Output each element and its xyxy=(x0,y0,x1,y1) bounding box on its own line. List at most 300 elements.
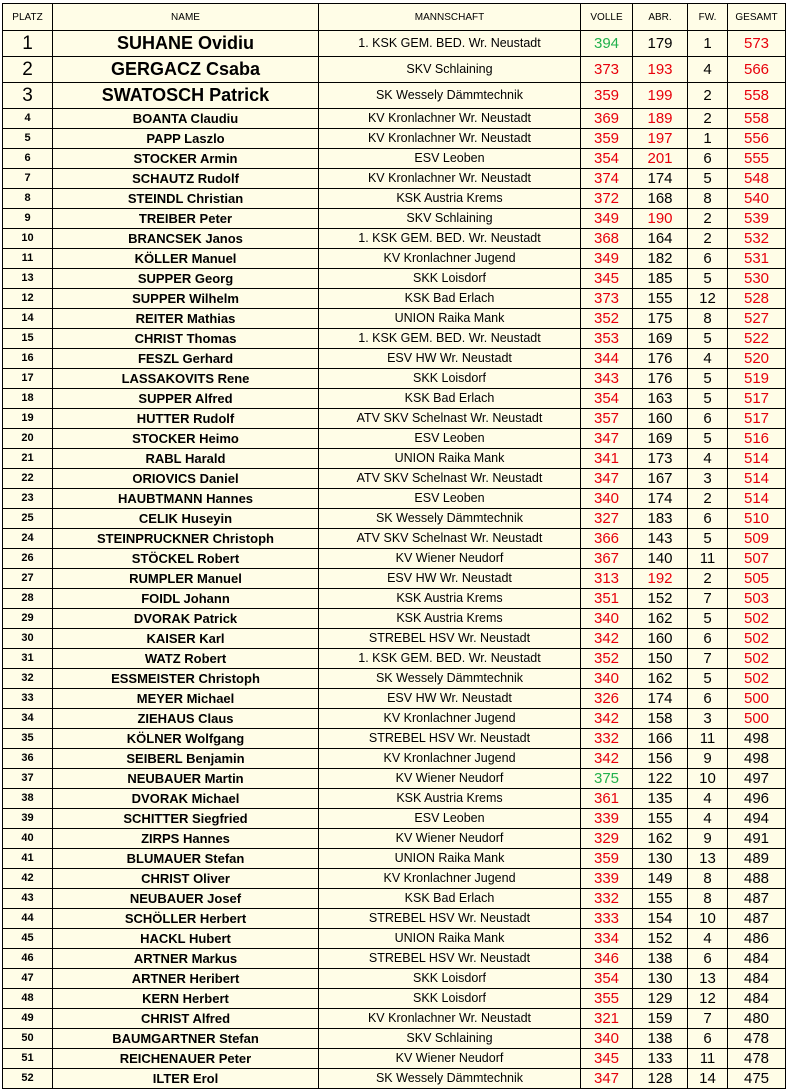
cell-mannschaft: SKV Schlaining xyxy=(319,209,581,229)
cell-name: REITER Mathias xyxy=(53,309,319,329)
cell-platz: 24 xyxy=(3,529,53,549)
cell-abr: 164 xyxy=(633,229,688,249)
cell-mannschaft: ESV Leoben xyxy=(319,429,581,449)
cell-abr: 168 xyxy=(633,189,688,209)
table-row xyxy=(3,849,786,869)
header-fw: FW. xyxy=(688,4,728,31)
cell-fw: 6 xyxy=(688,1029,728,1049)
table-row xyxy=(3,83,786,109)
cell-mannschaft: KV Wiener Neudorf xyxy=(319,829,581,849)
cell-fw: 11 xyxy=(688,729,728,749)
cell-abr: 154 xyxy=(633,909,688,929)
table-row xyxy=(3,1029,786,1049)
cell-platz: 29 xyxy=(3,609,53,629)
cell-mannschaft: ATV SKV Schelnast Wr. Neustadt xyxy=(319,529,581,549)
cell-abr: 122 xyxy=(633,769,688,789)
cell-name: ARTNER Markus xyxy=(53,949,319,969)
cell-platz: 38 xyxy=(3,789,53,809)
cell-mannschaft: SK Wessely Dämmtechnik xyxy=(319,669,581,689)
cell-mannschaft: KV Kronlachner Wr. Neustadt xyxy=(319,109,581,129)
header-gesamt: GESAMT xyxy=(728,4,786,31)
cell-volle: 347 xyxy=(581,1069,633,1089)
cell-fw: 2 xyxy=(688,209,728,229)
cell-volle: 368 xyxy=(581,229,633,249)
cell-platz: 14 xyxy=(3,309,53,329)
cell-volle: 332 xyxy=(581,729,633,749)
cell-gesamt: 487 xyxy=(728,889,786,909)
table-row xyxy=(3,689,786,709)
cell-abr: 163 xyxy=(633,389,688,409)
cell-abr: 158 xyxy=(633,709,688,729)
cell-gesamt: 573 xyxy=(728,31,786,57)
cell-mannschaft: SKK Loisdorf xyxy=(319,369,581,389)
cell-fw: 6 xyxy=(688,949,728,969)
cell-fw: 5 xyxy=(688,669,728,689)
cell-fw: 5 xyxy=(688,329,728,349)
cell-fw: 5 xyxy=(688,169,728,189)
cell-gesamt: 488 xyxy=(728,869,786,889)
cell-mannschaft: STREBEL HSV Wr. Neustadt xyxy=(319,629,581,649)
cell-abr: 190 xyxy=(633,209,688,229)
cell-volle: 345 xyxy=(581,1049,633,1069)
cell-volle: 394 xyxy=(581,31,633,57)
cell-name: KAISER Karl xyxy=(53,629,319,649)
header-platz: PLATZ xyxy=(3,4,53,31)
cell-volle: 313 xyxy=(581,569,633,589)
cell-platz: 37 xyxy=(3,769,53,789)
cell-volle: 375 xyxy=(581,769,633,789)
cell-mannschaft: KSK Austria Krems xyxy=(319,609,581,629)
cell-volle: 332 xyxy=(581,889,633,909)
cell-name: ARTNER Heribert xyxy=(53,969,319,989)
cell-fw: 11 xyxy=(688,549,728,569)
cell-platz: 22 xyxy=(3,469,53,489)
cell-gesamt: 478 xyxy=(728,1049,786,1069)
cell-platz: 10 xyxy=(3,229,53,249)
cell-name: CHRIST Thomas xyxy=(53,329,319,349)
cell-mannschaft: UNION Raika Mank xyxy=(319,849,581,869)
cell-name: SCHÖLLER Herbert xyxy=(53,909,319,929)
cell-volle: 366 xyxy=(581,529,633,549)
cell-abr: 138 xyxy=(633,949,688,969)
cell-fw: 4 xyxy=(688,449,728,469)
cell-fw: 8 xyxy=(688,869,728,889)
cell-fw: 6 xyxy=(688,689,728,709)
cell-mannschaft: KV Kronlachner Jugend xyxy=(319,749,581,769)
cell-fw: 6 xyxy=(688,409,728,429)
cell-mannschaft: KSK Austria Krems xyxy=(319,189,581,209)
cell-platz: 13 xyxy=(3,269,53,289)
cell-fw: 4 xyxy=(688,789,728,809)
cell-gesamt: 496 xyxy=(728,789,786,809)
table-row xyxy=(3,189,786,209)
cell-gesamt: 514 xyxy=(728,469,786,489)
cell-abr: 176 xyxy=(633,369,688,389)
table-row xyxy=(3,109,786,129)
cell-gesamt: 522 xyxy=(728,329,786,349)
cell-gesamt: 510 xyxy=(728,509,786,529)
results-table xyxy=(2,3,786,1089)
cell-mannschaft: KSK Bad Erlach xyxy=(319,389,581,409)
cell-abr: 169 xyxy=(633,429,688,449)
cell-volle: 342 xyxy=(581,629,633,649)
cell-fw: 8 xyxy=(688,189,728,209)
cell-platz: 20 xyxy=(3,429,53,449)
cell-gesamt: 539 xyxy=(728,209,786,229)
cell-name: NEUBAUER Martin xyxy=(53,769,319,789)
cell-abr: 166 xyxy=(633,729,688,749)
cell-platz: 39 xyxy=(3,809,53,829)
cell-fw: 2 xyxy=(688,229,728,249)
cell-fw: 4 xyxy=(688,809,728,829)
cell-platz: 23 xyxy=(3,489,53,509)
cell-platz: 5 xyxy=(3,129,53,149)
table-row xyxy=(3,989,786,1009)
cell-fw: 11 xyxy=(688,1049,728,1069)
table-row xyxy=(3,769,786,789)
table-row xyxy=(3,249,786,269)
cell-platz: 8 xyxy=(3,189,53,209)
cell-name: STOCKER Heimo xyxy=(53,429,319,449)
cell-name: SCHITTER Siegfried xyxy=(53,809,319,829)
cell-platz: 19 xyxy=(3,409,53,429)
cell-gesamt: 548 xyxy=(728,169,786,189)
cell-platz: 43 xyxy=(3,889,53,909)
cell-name: ZIEHAUS Claus xyxy=(53,709,319,729)
table-row xyxy=(3,149,786,169)
cell-platz: 33 xyxy=(3,689,53,709)
cell-mannschaft: KSK Austria Krems xyxy=(319,589,581,609)
cell-gesamt: 540 xyxy=(728,189,786,209)
cell-name: BOANTA Claudiu xyxy=(53,109,319,129)
cell-volle: 345 xyxy=(581,269,633,289)
cell-volle: 343 xyxy=(581,369,633,389)
cell-platz: 46 xyxy=(3,949,53,969)
cell-platz: 35 xyxy=(3,729,53,749)
cell-platz: 25 xyxy=(3,509,53,529)
table-row xyxy=(3,929,786,949)
cell-abr: 135 xyxy=(633,789,688,809)
cell-abr: 174 xyxy=(633,169,688,189)
cell-abr: 173 xyxy=(633,449,688,469)
cell-fw: 5 xyxy=(688,529,728,549)
table-row xyxy=(3,589,786,609)
cell-platz: 12 xyxy=(3,289,53,309)
cell-mannschaft: ESV Leoben xyxy=(319,489,581,509)
cell-name: STEINDL Christian xyxy=(53,189,319,209)
cell-volle: 329 xyxy=(581,829,633,849)
cell-name: STOCKER Armin xyxy=(53,149,319,169)
cell-abr: 129 xyxy=(633,989,688,1009)
table-row xyxy=(3,1009,786,1029)
cell-platz: 30 xyxy=(3,629,53,649)
cell-fw: 12 xyxy=(688,289,728,309)
cell-abr: 160 xyxy=(633,409,688,429)
cell-name: BLUMAUER Stefan xyxy=(53,849,319,869)
cell-gesamt: 486 xyxy=(728,929,786,949)
cell-name: LASSAKOVITS Rene xyxy=(53,369,319,389)
cell-mannschaft: 1. KSK GEM. BED. Wr. Neustadt xyxy=(319,229,581,249)
cell-abr: 155 xyxy=(633,809,688,829)
cell-volle: 354 xyxy=(581,389,633,409)
cell-gesamt: 558 xyxy=(728,83,786,109)
cell-platz: 40 xyxy=(3,829,53,849)
cell-platz: 1 xyxy=(3,31,53,57)
cell-fw: 8 xyxy=(688,309,728,329)
cell-volle: 349 xyxy=(581,209,633,229)
cell-volle: 352 xyxy=(581,649,633,669)
cell-abr: 174 xyxy=(633,489,688,509)
cell-gesamt: 503 xyxy=(728,589,786,609)
cell-abr: 197 xyxy=(633,129,688,149)
cell-gesamt: 500 xyxy=(728,709,786,729)
cell-abr: 130 xyxy=(633,849,688,869)
cell-volle: 344 xyxy=(581,349,633,369)
cell-name: SEIBERL Benjamin xyxy=(53,749,319,769)
table-row xyxy=(3,169,786,189)
cell-gesamt: 514 xyxy=(728,489,786,509)
cell-volle: 321 xyxy=(581,1009,633,1029)
cell-platz: 51 xyxy=(3,1049,53,1069)
table-row xyxy=(3,129,786,149)
cell-fw: 12 xyxy=(688,989,728,1009)
cell-name: PAPP Laszlo xyxy=(53,129,319,149)
cell-name: SWATOSCH Patrick xyxy=(53,83,319,109)
cell-name: ORIOVICS Daniel xyxy=(53,469,319,489)
cell-mannschaft: SKK Loisdorf xyxy=(319,269,581,289)
table-row xyxy=(3,809,786,829)
cell-mannschaft: KV Kronlachner Jugend xyxy=(319,249,581,269)
table-row xyxy=(3,969,786,989)
cell-platz: 48 xyxy=(3,989,53,1009)
cell-fw: 7 xyxy=(688,649,728,669)
cell-gesamt: 487 xyxy=(728,909,786,929)
cell-name: CHRIST Alfred xyxy=(53,1009,319,1029)
table-row xyxy=(3,449,786,469)
cell-name: SUPPER Alfred xyxy=(53,389,319,409)
table-row xyxy=(3,509,786,529)
cell-name: HACKL Hubert xyxy=(53,929,319,949)
cell-platz: 17 xyxy=(3,369,53,389)
table-row xyxy=(3,429,786,449)
header-abr: ABR. xyxy=(633,4,688,31)
header-row xyxy=(3,4,786,31)
cell-platz: 26 xyxy=(3,549,53,569)
cell-gesamt: 505 xyxy=(728,569,786,589)
cell-mannschaft: ESV HW Wr. Neustadt xyxy=(319,349,581,369)
cell-name: ILTER Erol xyxy=(53,1069,319,1089)
table-row xyxy=(3,329,786,349)
cell-abr: 199 xyxy=(633,83,688,109)
cell-fw: 2 xyxy=(688,109,728,129)
cell-name: HUTTER Rudolf xyxy=(53,409,319,429)
cell-volle: 342 xyxy=(581,749,633,769)
cell-platz: 3 xyxy=(3,83,53,109)
cell-abr: 152 xyxy=(633,589,688,609)
cell-gesamt: 520 xyxy=(728,349,786,369)
cell-mannschaft: SKK Loisdorf xyxy=(319,989,581,1009)
cell-fw: 9 xyxy=(688,749,728,769)
cell-name: SUPPER Georg xyxy=(53,269,319,289)
cell-gesamt: 502 xyxy=(728,669,786,689)
cell-mannschaft: KV Kronlachner Wr. Neustadt xyxy=(319,129,581,149)
cell-fw: 5 xyxy=(688,269,728,289)
cell-gesamt: 497 xyxy=(728,769,786,789)
cell-mannschaft: KSK Bad Erlach xyxy=(319,289,581,309)
cell-mannschaft: ESV HW Wr. Neustadt xyxy=(319,569,581,589)
cell-gesamt: 500 xyxy=(728,689,786,709)
cell-gesamt: 532 xyxy=(728,229,786,249)
cell-name: FESZL Gerhard xyxy=(53,349,319,369)
cell-volle: 333 xyxy=(581,909,633,929)
cell-gesamt: 480 xyxy=(728,1009,786,1029)
cell-fw: 2 xyxy=(688,83,728,109)
cell-platz: 28 xyxy=(3,589,53,609)
cell-fw: 10 xyxy=(688,769,728,789)
table-row xyxy=(3,469,786,489)
cell-abr: 155 xyxy=(633,889,688,909)
cell-platz: 6 xyxy=(3,149,53,169)
cell-fw: 10 xyxy=(688,909,728,929)
cell-platz: 42 xyxy=(3,869,53,889)
cell-volle: 326 xyxy=(581,689,633,709)
cell-fw: 6 xyxy=(688,509,728,529)
cell-gesamt: 491 xyxy=(728,829,786,849)
cell-mannschaft: SKV Schlaining xyxy=(319,1029,581,1049)
cell-gesamt: 555 xyxy=(728,149,786,169)
table-row xyxy=(3,949,786,969)
cell-volle: 347 xyxy=(581,429,633,449)
cell-abr: 156 xyxy=(633,749,688,769)
cell-abr: 189 xyxy=(633,109,688,129)
cell-gesamt: 489 xyxy=(728,849,786,869)
cell-volle: 347 xyxy=(581,469,633,489)
cell-mannschaft: KV Kronlachner Jugend xyxy=(319,709,581,729)
cell-gesamt: 528 xyxy=(728,289,786,309)
cell-name: HAUBTMANN Hannes xyxy=(53,489,319,509)
cell-volle: 357 xyxy=(581,409,633,429)
cell-fw: 6 xyxy=(688,149,728,169)
cell-fw: 4 xyxy=(688,349,728,369)
cell-abr: 162 xyxy=(633,669,688,689)
cell-gesamt: 517 xyxy=(728,389,786,409)
cell-fw: 6 xyxy=(688,249,728,269)
cell-gesamt: 498 xyxy=(728,749,786,769)
cell-gesamt: 484 xyxy=(728,949,786,969)
cell-fw: 2 xyxy=(688,489,728,509)
cell-volle: 349 xyxy=(581,249,633,269)
cell-abr: 183 xyxy=(633,509,688,529)
cell-mannschaft: ESV HW Wr. Neustadt xyxy=(319,689,581,709)
table-row xyxy=(3,909,786,929)
cell-fw: 6 xyxy=(688,629,728,649)
cell-volle: 334 xyxy=(581,929,633,949)
table-row xyxy=(3,889,786,909)
cell-gesamt: 517 xyxy=(728,409,786,429)
cell-fw: 1 xyxy=(688,31,728,57)
cell-volle: 353 xyxy=(581,329,633,349)
cell-abr: 169 xyxy=(633,329,688,349)
cell-volle: 359 xyxy=(581,83,633,109)
cell-gesamt: 519 xyxy=(728,369,786,389)
cell-name: SUPPER Wilhelm xyxy=(53,289,319,309)
cell-mannschaft: ESV Leoben xyxy=(319,149,581,169)
cell-mannschaft: KV Kronlachner Jugend xyxy=(319,869,581,889)
cell-volle: 354 xyxy=(581,969,633,989)
cell-fw: 3 xyxy=(688,469,728,489)
header-volle: VOLLE xyxy=(581,4,633,31)
cell-mannschaft: SKV Schlaining xyxy=(319,57,581,83)
header-name: NAME xyxy=(53,4,319,31)
cell-gesamt: 502 xyxy=(728,629,786,649)
cell-name: CELIK Huseyin xyxy=(53,509,319,529)
cell-name: KÖLLER Manuel xyxy=(53,249,319,269)
table-row xyxy=(3,649,786,669)
cell-volle: 355 xyxy=(581,989,633,1009)
cell-mannschaft: KV Kronlachner Wr. Neustadt xyxy=(319,1009,581,1029)
cell-fw: 5 xyxy=(688,429,728,449)
cell-abr: 176 xyxy=(633,349,688,369)
cell-volle: 340 xyxy=(581,669,633,689)
cell-abr: 133 xyxy=(633,1049,688,1069)
table-row xyxy=(3,269,786,289)
cell-mannschaft: ESV Leoben xyxy=(319,809,581,829)
cell-mannschaft: ATV SKV Schelnast Wr. Neustadt xyxy=(319,409,581,429)
cell-fw: 4 xyxy=(688,57,728,83)
cell-name: NEUBAUER Josef xyxy=(53,889,319,909)
cell-volle: 359 xyxy=(581,849,633,869)
cell-fw: 4 xyxy=(688,929,728,949)
cell-fw: 9 xyxy=(688,829,728,849)
cell-volle: 359 xyxy=(581,129,633,149)
cell-platz: 11 xyxy=(3,249,53,269)
cell-name: REICHENAUER Peter xyxy=(53,1049,319,1069)
cell-volle: 373 xyxy=(581,57,633,83)
cell-mannschaft: KV Wiener Neudorf xyxy=(319,769,581,789)
cell-abr: 155 xyxy=(633,289,688,309)
table-row xyxy=(3,349,786,369)
cell-mannschaft: STREBEL HSV Wr. Neustadt xyxy=(319,909,581,929)
cell-gesamt: 531 xyxy=(728,249,786,269)
cell-gesamt: 484 xyxy=(728,969,786,989)
cell-platz: 9 xyxy=(3,209,53,229)
cell-platz: 4 xyxy=(3,109,53,129)
cell-platz: 7 xyxy=(3,169,53,189)
cell-mannschaft: SKK Loisdorf xyxy=(319,969,581,989)
cell-platz: 36 xyxy=(3,749,53,769)
cell-platz: 21 xyxy=(3,449,53,469)
table-row xyxy=(3,829,786,849)
cell-abr: 138 xyxy=(633,1029,688,1049)
cell-abr: 149 xyxy=(633,869,688,889)
cell-fw: 8 xyxy=(688,889,728,909)
table-row xyxy=(3,789,786,809)
cell-name: KERN Herbert xyxy=(53,989,319,1009)
cell-mannschaft: SK Wessely Dämmtechnik xyxy=(319,509,581,529)
cell-volle: 340 xyxy=(581,609,633,629)
cell-name: RABL Harald xyxy=(53,449,319,469)
cell-mannschaft: KV Kronlachner Wr. Neustadt xyxy=(319,169,581,189)
cell-platz: 47 xyxy=(3,969,53,989)
cell-name: FOIDL Johann xyxy=(53,589,319,609)
cell-platz: 16 xyxy=(3,349,53,369)
cell-abr: 179 xyxy=(633,31,688,57)
cell-name: BRANCSEK Janos xyxy=(53,229,319,249)
cell-volle: 369 xyxy=(581,109,633,129)
cell-volle: 346 xyxy=(581,949,633,969)
cell-abr: 162 xyxy=(633,609,688,629)
cell-fw: 2 xyxy=(688,569,728,589)
